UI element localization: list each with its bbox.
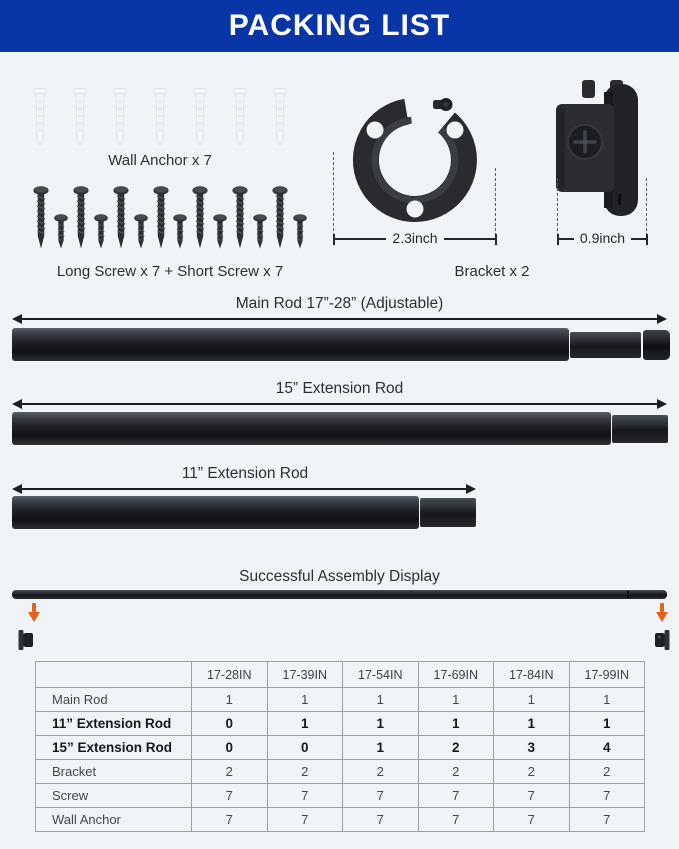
table-cell: 2	[343, 760, 419, 784]
short-screw-icon	[213, 214, 227, 250]
table-cell: 7	[343, 808, 419, 832]
table-cell: 7	[494, 808, 570, 832]
arrowhead-right	[466, 484, 476, 494]
dimension-tick	[495, 234, 497, 245]
arrowhead-right	[657, 399, 667, 409]
rod-end-segment	[420, 498, 476, 527]
bracket-label: Bracket x 2	[454, 263, 530, 280]
table-cell: 1	[494, 712, 570, 736]
table-cell: 1	[267, 712, 343, 736]
table-cell: 7	[267, 808, 343, 832]
table-cell: 7	[569, 784, 645, 808]
wall-anchor-icon	[73, 88, 87, 146]
wall-anchor-icon	[33, 88, 47, 146]
table-cell: 1	[418, 712, 494, 736]
long-screw-icon	[232, 186, 248, 250]
table-cell: 2	[569, 760, 645, 784]
table-row	[36, 784, 645, 808]
assembled-rod-image	[12, 590, 667, 599]
table-cell: 7	[267, 784, 343, 808]
extension-rod-11-image	[12, 496, 476, 529]
short-screw-icon	[134, 214, 148, 250]
bracket-width-value: 2.3inch	[392, 230, 438, 246]
table-row	[36, 712, 645, 736]
column-header: 17-28IN	[192, 662, 268, 688]
table-cell: 1	[569, 688, 645, 712]
extension-rod-15-label: 15” Extension Rod	[275, 380, 404, 397]
table-row	[36, 760, 645, 784]
long-screw-icon	[113, 186, 129, 250]
mini-bracket-left-icon	[18, 629, 34, 651]
bracket-width-dimension	[333, 231, 497, 247]
rod-end-cap	[643, 330, 670, 360]
rod-body	[12, 496, 419, 529]
short-screw-icon	[94, 214, 108, 250]
table-cell: 7	[569, 808, 645, 832]
wall-anchor-icon	[113, 88, 127, 146]
column-header: 17-99IN	[569, 662, 645, 688]
quantity-table	[35, 661, 645, 832]
column-header: 17-54IN	[343, 662, 419, 688]
table-cell: 1	[192, 688, 268, 712]
table-cell: 7	[418, 784, 494, 808]
wall-anchor-icon	[193, 88, 207, 146]
table-cell: 2	[418, 736, 494, 760]
screws-label: Long Screw x 7 + Short Screw x 7	[56, 263, 284, 280]
extension-rod-11-label: 11” Extension Rod	[181, 465, 309, 482]
bracket-depth-value: 0.9inch	[579, 230, 626, 246]
table-cell: 0	[192, 736, 268, 760]
row-label: Main Rod	[36, 688, 192, 712]
mini-bracket-right-icon	[654, 629, 670, 651]
table-cell: 0	[192, 712, 268, 736]
extension-rod-15-image	[12, 412, 668, 445]
table-cell: 2	[418, 760, 494, 784]
measure-line	[19, 488, 469, 490]
assembly-title: Successful Assembly Display	[239, 568, 440, 585]
table-cell: 4	[569, 736, 645, 760]
wall-anchor-icon	[273, 88, 287, 146]
dimension-line	[559, 238, 574, 239]
bracket-front-icon	[334, 80, 496, 230]
row-label: Bracket	[36, 760, 192, 784]
wall-anchor-row	[33, 88, 287, 146]
row-label: Wall Anchor	[36, 808, 192, 832]
main-rod-label: Main Rod 17”-28” (Adjustable)	[235, 295, 444, 312]
long-screw-icon	[73, 186, 89, 250]
long-screw-icon	[272, 186, 288, 250]
header-banner	[0, 0, 679, 52]
wall-anchor-icon	[153, 88, 167, 146]
row-label: 11” Extension Rod	[36, 712, 192, 736]
wall-anchor-icon	[233, 88, 247, 146]
table-cell: 7	[192, 808, 268, 832]
table-cell: 1	[569, 712, 645, 736]
extension-line	[646, 178, 647, 236]
bracket-depth-dimension	[557, 231, 648, 247]
table-cell: 2	[267, 760, 343, 784]
long-screw-icon	[192, 186, 208, 250]
down-arrow-icon	[656, 603, 668, 622]
page-title: PACKING LIST	[228, 9, 451, 42]
rod-end-segment	[612, 415, 668, 443]
table-cell: 2	[494, 760, 570, 784]
row-label: 15” Extension Rod	[36, 736, 192, 760]
extension-line	[495, 168, 496, 236]
column-header: 17-69IN	[418, 662, 494, 688]
header-row	[36, 662, 645, 688]
extension-rod-11-measure-arrow	[12, 484, 476, 494]
main-rod-measure-arrow	[12, 314, 667, 324]
assembled-rod-tip	[627, 591, 667, 598]
table-cell: 7	[192, 784, 268, 808]
table-cell: 1	[267, 688, 343, 712]
table-row	[36, 808, 645, 832]
rod-neck	[570, 332, 641, 358]
table-cell: 1	[494, 688, 570, 712]
bracket-side-icon	[552, 78, 644, 230]
dimension-line	[631, 238, 646, 239]
table-cell: 1	[343, 712, 419, 736]
measure-line	[19, 403, 660, 405]
down-arrow-icon	[28, 603, 40, 622]
column-header: 17-39IN	[267, 662, 343, 688]
table-row	[36, 736, 645, 760]
short-screw-icon	[253, 214, 267, 250]
arrowhead-right	[657, 314, 667, 324]
table-cell: 1	[343, 736, 419, 760]
main-rod-image	[12, 328, 670, 361]
dimension-line	[444, 238, 495, 239]
short-screw-icon	[54, 214, 68, 250]
table-cell: 7	[494, 784, 570, 808]
table-corner-cell	[36, 662, 192, 688]
extension-line	[557, 178, 558, 236]
rod-body	[12, 328, 569, 361]
table-cell: 1	[418, 688, 494, 712]
dimension-line	[335, 238, 386, 239]
extension-rod-15-measure-arrow	[12, 399, 667, 409]
short-screw-icon	[293, 214, 307, 250]
wall-anchor-label: Wall Anchor x 7	[108, 152, 212, 169]
rod-body	[12, 412, 611, 445]
table-cell: 7	[418, 808, 494, 832]
table-cell: 7	[343, 784, 419, 808]
measure-line	[19, 318, 660, 320]
screws-row	[33, 186, 307, 250]
dimension-tick	[646, 234, 648, 245]
long-screw-icon	[153, 186, 169, 250]
table-cell: 2	[192, 760, 268, 784]
long-screw-icon	[33, 186, 49, 250]
row-label: Screw	[36, 784, 192, 808]
table-row	[36, 688, 645, 712]
table-head	[36, 662, 645, 688]
table-cell: 3	[494, 736, 570, 760]
table-cell: 0	[267, 736, 343, 760]
extension-line	[333, 152, 334, 236]
short-screw-icon	[173, 214, 187, 250]
column-header: 17-84IN	[494, 662, 570, 688]
table-body	[36, 688, 645, 832]
table-cell: 1	[343, 688, 419, 712]
